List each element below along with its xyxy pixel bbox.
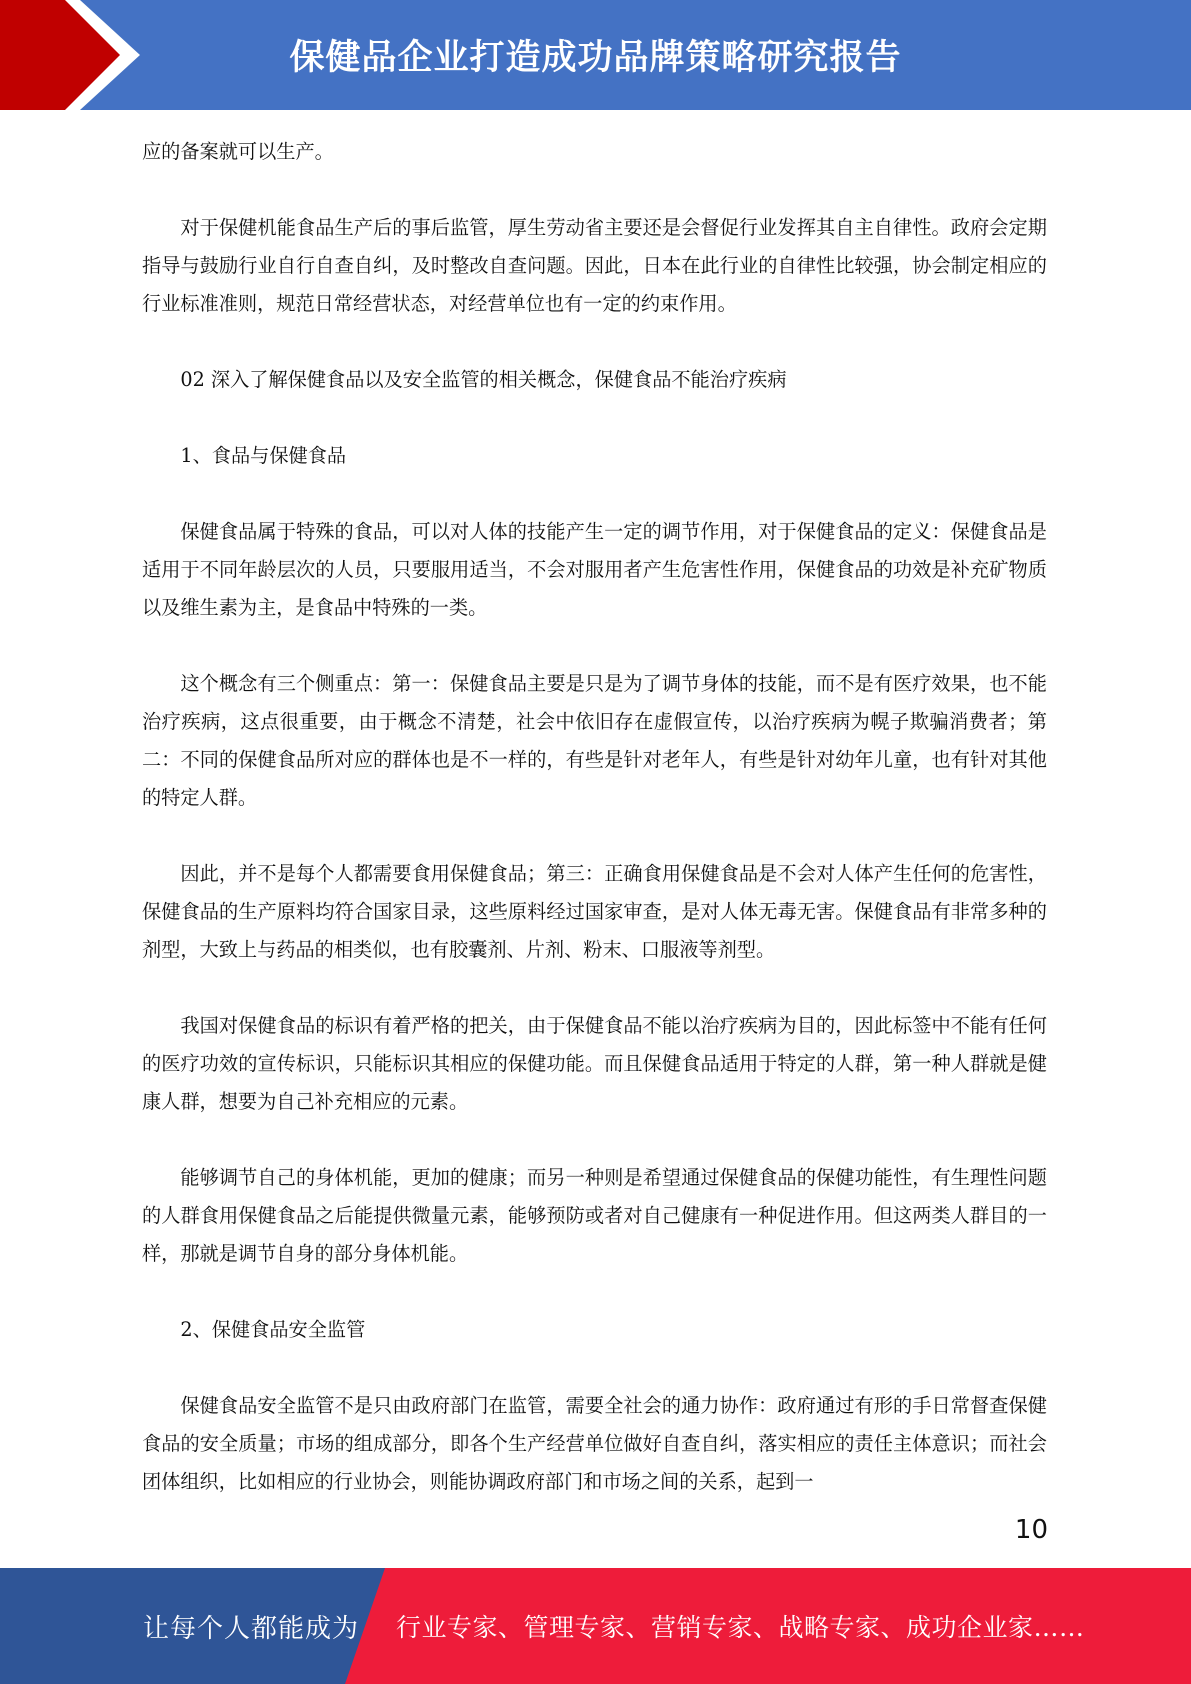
paragraph: 这个概念有三个侧重点：第一：保健食品主要是只是为了调节身体的技能，而不是有医疗效果，也不能治疗疾病，这点很重要，由于概念不清楚，社会中依旧存在虚假宣传，以治疗疾病为幌子欺骗消费者；第二：不同的保健食品所对应的群体也是不一样的，有些是针对老年人，有些是针对幼年儿童，也有针对其他的特定人群。 (142, 672, 1047, 809)
subsection-heading: 2、保健食品安全监管 (180, 1318, 366, 1341)
paragraph: 对于保健机能食品生产后的事后监管，厚生劳动省主要还是会督促行业发挥其自主自律性。政府会定期指导与鼓励行业自行自查自纠，及时整改自查问题。因此，日本在此行业的自律性比较强，协会制定相应的行业标准准则，规范日常经营状态，对经营单位也有一定的约束作用。 (142, 216, 1047, 315)
subsection-heading: 1、食品与保健食品 (180, 444, 347, 467)
section-heading: 02 深入了解保健食品以及安全监管的相关概念，保健食品不能治疗疾病 (180, 368, 787, 391)
document-body (142, 133, 1047, 1501)
paragraph: 保健食品属于特殊的食品，可以对人体的技能产生一定的调节作用，对于保健食品的定义：保健食品是适用于不同年龄层次的人员，只要服用适当，不会对服用者产生危害性作用，保健食品的功效是补充矿物质以及维生素为主，是食品中特殊的一类。 (142, 520, 1047, 619)
page-number: 10 (1014, 1515, 1048, 1545)
footer-slogan: 让每个人都能成为 (143, 1613, 360, 1644)
page-footer (0, 1568, 1191, 1684)
paragraph: 我国对保健食品的标识有着严格的把关，由于保健食品不能以治疗疾病为目的，因此标签中不能有任何的医疗功效的宣传标识，只能标识其相应的保健功能。而且保健食品适用于特定的人群，第一种人群就是健康人群，想要为自己补充相应的元素。 (142, 1014, 1047, 1113)
page-header (0, 0, 1191, 110)
document-title: 保健品企业打造成功品牌策略研究报告 (289, 38, 902, 78)
paragraph: 保健食品安全监管不是只由政府部门在监管，需要全社会的通力协作：政府通过有形的手日常督查保健食品的安全质量；市场的组成部分，即各个生产经营单位做好自查自纠，落实相应的责任主体意识；而社会团体组织，比如相应的行业协会，则能协调政府部门和市场之间的关系，起到一 (142, 1394, 1047, 1493)
paragraph: 因此，并不是每个人都需要食用保健食品；第三：正确食用保健食品是不会对人体产生任何的危害性，保健食品的生产原料均符合国家目录，这些原料经过国家审查，是对人体无毒无害。保健食品有非常多种的剂型，大致上与药品的相类似，也有胶囊剂、片剂、粉末、口服液等剂型。 (142, 862, 1047, 961)
paragraph: 应的备案就可以生产。 (142, 140, 334, 163)
paragraph: 能够调节自己的身体机能，更加的健康；而另一种则是希望通过保健食品的保健功能性，有生理性问题的人群食用保健食品之后能提供微量元素，能够预防或者对自己健康有一种促进作用。但这两类人群目的一样，那就是调节自身的部分身体机能。 (142, 1166, 1047, 1265)
footer-expert-list: 行业专家、管理专家、营销专家、战略专家、成功企业家…… (396, 1613, 1085, 1642)
